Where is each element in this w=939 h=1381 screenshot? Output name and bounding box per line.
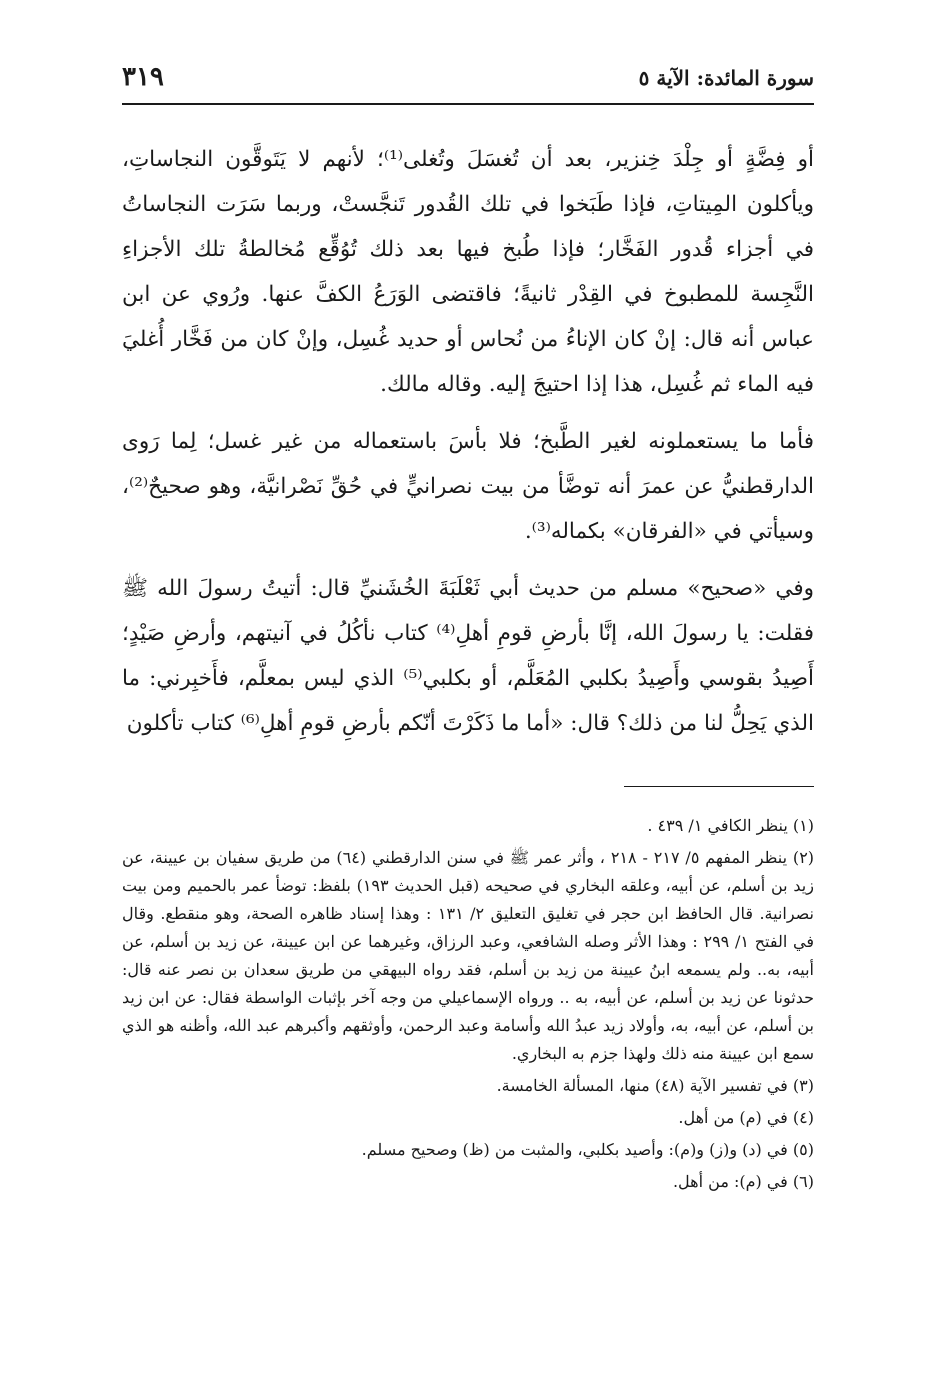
footnote: (٦) في (م): من أهل. [672, 1172, 814, 1191]
footnote: (٤) في (م) من أهل. [678, 1108, 814, 1127]
footnote: (١) ينظر الكافي ١/ ٤٣٩ . [647, 816, 814, 835]
paragraph: فأما ما يستعملونه لغير الطَّبخ؛ فلا بأسَ باستعماله من غير غسل؛ لِما رَوى الدارقطنيُّ عن عمرَ أنه توضَّأ من بيت نصرانيٍّ في حُقِّ نَصْرانيَّة، وهو صحيحٌ⁽²⁾، وسيأتي في «الفرقان» بكماله⁽³⁾. [122, 429, 814, 544]
page-header [122, 62, 814, 102]
footnote-divider [624, 786, 814, 787]
main-text [122, 137, 814, 746]
footnote: (٥) في (د) و(ز) و(م): وأصيد بكلبي، والمثبت من (ظ) وصحيح مسلم. [361, 1140, 814, 1159]
footnote: (٢) ينظر المفهم ٥/ ٢١٧ - ٢١٨ ، وأثر عمر ﷺ في سنن الدارقطني (٦٤) من طريق سفيان بن عيينة، عن زيد بن أسلم، عن أبيه، وعلقه البخاري في صحيحه (قبل الحديث ١٩٣) بلفظ: توضأ عمر بالحميم ومن بيت نصرانية. قال الحافظ ابن حجر في تغليق التعليق ٢/ ١٣١ : وهذا إسناد ظاهره الصحة، وهو منقطع. وقال في الفتح ١/ ٢٩٩ : وهذا الأثر وصله الشافعي، وعبد الرزاق، وغيرهما عن ابن عيينة، عن زيد بن أسلم، عن أبيه، به.. ولم يسمعه ابنُ عيينة من زيد بن أسلم، فقد رواه البيهقي من طريق سعدان بن نصر عنه قال: حدثونا عن زيد بن أسلم، عن أبيه، به .. ورواه الإسماعيلي من وجه آخر بإثبات الواسطة فقال: عن ابن زيد بن أسلم، عن أبيه، به، وأولاد زيد عبدُ الله وأسامة وعبد الرحمن، وأوثقهم وأكبرهم عبد الله، وأظنه هو الذي سمع ابن عيينة منه ذلك ولهذا جزم به البخاري. [122, 848, 815, 1063]
page-number: ٣١٩ [122, 62, 164, 92]
header-divider [122, 103, 814, 105]
running-title: سورة المائدة: الآية ٥ [638, 66, 814, 90]
footnote: (٣) في تفسير الآية (٤٨) منها، المسألة الخامسة. [496, 1076, 814, 1095]
paragraph: أو فِضَّةٍ أو جِلْدَ خِنزير، بعد أن تُغسَلَ وتُغلى⁽¹⁾؛ لأنهم لا يَتَوقَّون النجاساتِ، ويأكلون المِيتاتِ، فإذا طَبَخوا في تلك القُدور تَنجَّستْ، وربما سَرَت النجاساتُ في أجزاء قُدور الفَخَّار؛ فإذا طُبخ فيها بعد ذلك تُوُقِّع مُخالطةُ تلك الأجزاءِ النَّجِسة للمطبوخ في القِدْر ثانيةً؛ فاقتضى الوَرَعُ الكفَّ عنها. ورُوي عن ابن عباس أنه قال: إنْ كان الإناءُ من نُحاس أو حديد غُسِل، وإنْ كان من فَخَّار أُغليَ فيه الماء ثم غُسِل، هذا إذا احتيجَ إليه. وقاله مالك. [122, 147, 814, 397]
footnotes [122, 812, 814, 1200]
paragraph: وفي «صحيح» مسلم من حديث أبي ثَعْلَبَةَ الخُشَنيِّ قال: أتيتُ رسولَ الله ﷺ فقلت: يا رسولَ الله، إنَّا بأرضِ قومِ أهلِ⁽⁴⁾ كتاب نأكُلُ في آنيتهم، وأرضِ صَيْدٍ؛ أَصِيدُ بقوسي وأَصِيدُ بكلبي المُعَلَّم، أو بكلبي⁽⁵⁾ الذي ليس بمعلَّم، فأَخبِرني: ما الذي يَحِلُّ لنا من ذلك؟ قال: «أما ما ذَكَرْتَ أنّكم بأرضِ قومِ أهلِ⁽⁶⁾ كتاب تأكلون [122, 576, 814, 736]
